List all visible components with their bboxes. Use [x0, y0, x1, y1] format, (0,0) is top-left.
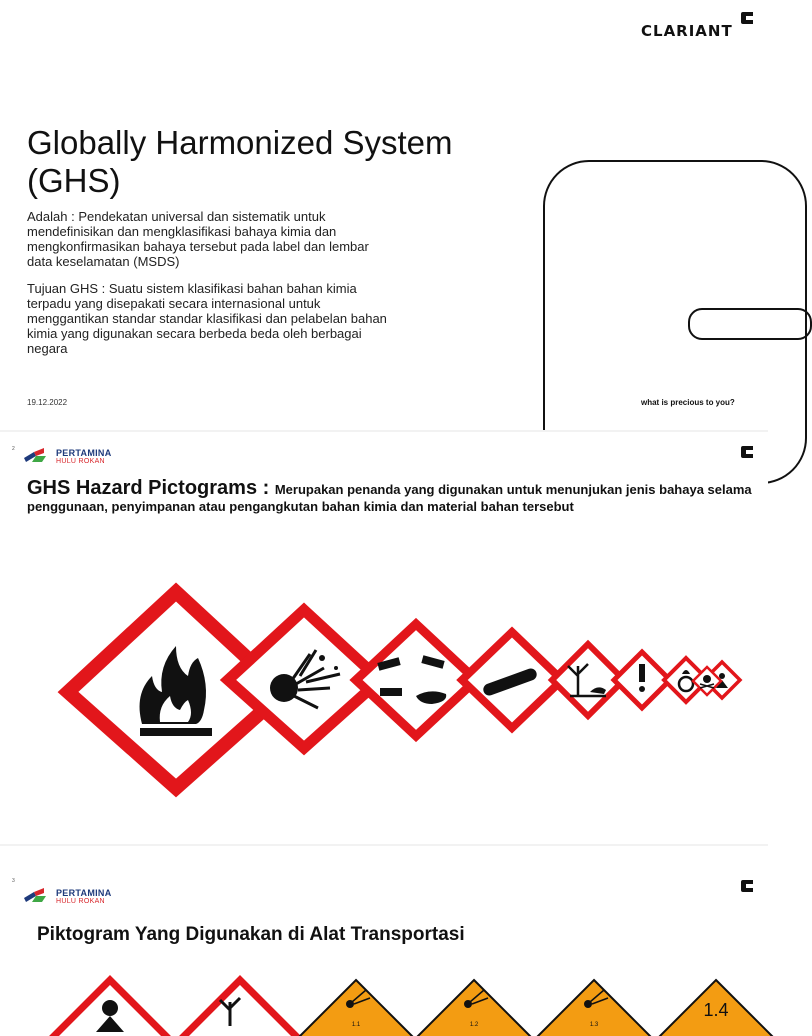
- environment-icon: [184, 980, 296, 1036]
- pictograms-heading: [27, 477, 757, 515]
- pertamina-logo: [22, 446, 132, 472]
- clariant-tagline: what is precious to you?: [641, 398, 735, 407]
- ghs-pictogram-row: [60, 584, 740, 794]
- definition-paragraph: Adalah : Pendekatan universal dan sistematik untuk mendefinisikan dan mengklasifikasi bahaya kimia dan mengkonfirmasikan bahaya tersebut pada label dan lembar data keselamatan (MSDS): [27, 209, 369, 269]
- clariant-logo-text: CLARIANT: [641, 22, 733, 40]
- clariant-mark-icon: [741, 446, 753, 458]
- pertamina-subtitle: HULU ROKAN: [56, 458, 105, 465]
- gas-cylinder-icon: [462, 632, 562, 728]
- slide-date: 19.12.2022: [27, 398, 68, 407]
- slide-transport-pictograms: [0, 846, 768, 1028]
- page-number: 3: [12, 878, 15, 884]
- transport-pictogram-row: [40, 976, 768, 1036]
- clariant-mark-icon: [741, 880, 753, 892]
- pertamina-name: PERTAMINA: [56, 448, 112, 458]
- slide-title: Globally Harmonized System (GHS): [27, 124, 453, 199]
- pertamina-emblem-icon: [22, 888, 52, 906]
- health-hazard-icon: [54, 980, 166, 1036]
- slide-clariant-ghs-intro: [0, 0, 768, 432]
- division-number: 1.4: [703, 1000, 729, 1020]
- purpose-paragraph: Tujuan GHS : Suatu sistem klasifikasi bahan bahan kimia terpadu yang disepakati secara internasional untuk menggantikan standar standar klasifikasi dan pelabelan bahan kimia yang digunakan secara berbeda beda oleh berbagai negara: [27, 281, 387, 356]
- explosive-1-3-icon: [538, 980, 650, 1036]
- skull-icon: [690, 664, 724, 698]
- division-label: 1.3: [589, 1022, 599, 1028]
- page-number: 2: [12, 446, 15, 452]
- pertamina-logo: [22, 886, 132, 912]
- pertamina-emblem-icon: [22, 448, 52, 466]
- transport-pictograms-title: Piktogram Yang Digunakan di Alat Transportasi: [37, 924, 465, 945]
- slide-ghs-pictograms: [0, 432, 768, 846]
- pictograms-heading-description: Merupakan penanda yang digunakan untuk menunjukan jenis bahaya selama penggunaan, penyimpanan atau pengangkutan bahan kimia dan material bahan tersebut: [27, 482, 752, 514]
- clariant-mark-icon: [741, 12, 753, 24]
- pertamina-subtitle: HULU ROKAN: [56, 898, 105, 905]
- decorative-pill-shape: [688, 308, 812, 340]
- explosive-1-4-icon: [660, 980, 772, 1036]
- pertamina-name: PERTAMINA: [56, 888, 112, 898]
- explosive-1-1-icon: [300, 980, 412, 1036]
- division-label: 1.2: [469, 1022, 479, 1028]
- explosive-1-2-icon: [418, 980, 530, 1036]
- pictograms-heading-title: GHS Hazard Pictograms :: [27, 477, 275, 499]
- division-label: 1.1: [351, 1022, 361, 1028]
